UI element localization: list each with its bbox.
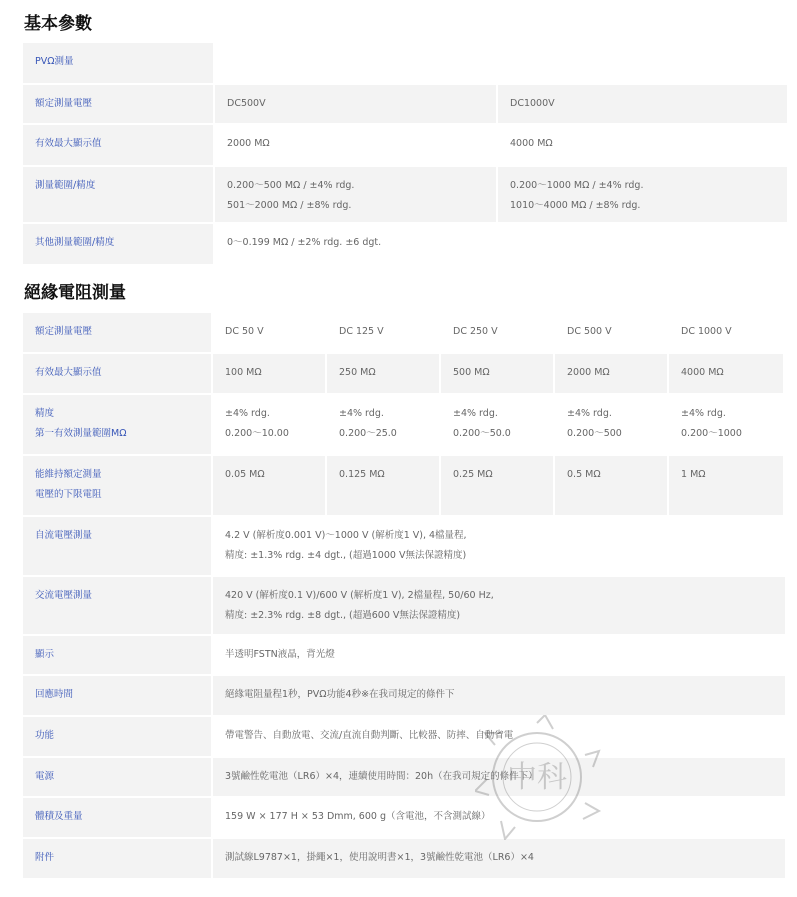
table-cell-text: DC 500 V (567, 326, 612, 337)
row-label (23, 313, 211, 352)
table-cell-text: 2000 MΩ (227, 138, 270, 149)
row-label (23, 43, 213, 83)
table-cell (669, 313, 783, 352)
table-cell (555, 456, 667, 515)
row-label (23, 167, 213, 222)
table-row (23, 224, 789, 264)
watermark-text: 中科 (507, 760, 567, 795)
table-cell (555, 354, 667, 393)
table-cell-text: 絕緣電阻量程1秒，PVΩ功能4秒※在我司規定的條件下 (225, 689, 455, 700)
table-cell-text: 0.200〜1000 (681, 428, 742, 439)
table-cell-text: 0.200〜1000 MΩ / ±4% rdg. (510, 180, 644, 191)
table-cell-text: 500 MΩ (453, 367, 490, 378)
table-cell (215, 43, 787, 83)
table-cell-text: 100 MΩ (225, 367, 262, 378)
row-label (23, 354, 211, 393)
table-cell (215, 224, 787, 264)
table-cell-text: DC500V (227, 98, 266, 109)
row-label-text: 有效最大顯示值 (35, 138, 102, 149)
table-cell (498, 125, 787, 165)
row-label-text: 回應時間 (35, 689, 74, 700)
table-cell (213, 636, 785, 674)
table-cell (498, 167, 787, 222)
table-cell (498, 85, 787, 123)
row-label-text: 功能 (35, 730, 55, 741)
row-label-text: 第一有效測量範圍MΩ (35, 428, 127, 439)
row-label-text: 體積及重量 (35, 811, 83, 822)
table-cell-text: 測試線L9787×1，掛繩×1，使用說明書×1，3號鹼性乾電池（LR6）×4 (225, 852, 534, 863)
row-label (23, 85, 213, 123)
table-row (23, 43, 789, 83)
table-cell-text: DC 50 V (225, 326, 264, 337)
table-cell-text: DC 250 V (453, 326, 498, 337)
table-cell-text: 0.200〜25.0 (339, 428, 397, 439)
table-cell-text: 420 V (解析度0.1 V)/600 V (解析度1 V), 2檔量程, 50/60 Hz, (225, 590, 494, 601)
row-label (23, 717, 211, 756)
table-row (23, 517, 787, 575)
table-cell (213, 395, 325, 454)
row-label-text: 測量範圍/精度 (35, 180, 96, 191)
table-cell (213, 456, 325, 515)
table-cell-text: 精度: ±2.3% rdg. ±8 dgt., (超過600 V無法保證精度) (225, 610, 461, 621)
table-cell (213, 839, 785, 878)
table-cell-text: 0.25 MΩ (453, 469, 493, 480)
table-cell (327, 354, 439, 393)
table-cell-text: ±4% rdg. (225, 408, 270, 419)
row-label (23, 517, 211, 575)
table-cell-text: ±4% rdg. (339, 408, 384, 419)
row-label-text: 電壓的下限電阻 (35, 489, 102, 500)
row-label-text: 顯示 (35, 649, 55, 660)
table-cell-text: 0.200〜50.0 (453, 428, 511, 439)
table-row (23, 798, 787, 837)
table-cell (215, 85, 496, 123)
row-label-text: 能維持額定測量 (35, 469, 102, 480)
table-cell-text: 0.05 MΩ (225, 469, 265, 480)
row-label-text: 額定測量電壓 (35, 98, 93, 109)
table-cell-text: 0.200〜500 (567, 428, 622, 439)
table-cell-text: 半透明FSTN液晶，背光燈 (225, 649, 335, 660)
row-label-text: PVΩ測量 (35, 56, 74, 67)
table-cell (213, 676, 785, 715)
table-cell-text: ±4% rdg. (567, 408, 612, 419)
row-label (23, 676, 211, 715)
section-title-basic-params: 基本參數 (24, 14, 92, 34)
table-cell-text: 501〜2000 MΩ / ±8% rdg. (227, 200, 352, 211)
table-cell-text: 0.200〜10.00 (225, 428, 289, 439)
table-row (23, 577, 787, 634)
table-cell (213, 313, 325, 352)
row-label (23, 798, 211, 837)
table-cell (213, 577, 785, 634)
row-label (23, 636, 211, 674)
table-cell-text: 4000 MΩ (681, 367, 724, 378)
row-label (23, 758, 211, 796)
table-row (23, 636, 787, 674)
table-cell (669, 456, 783, 515)
table-cell (555, 313, 667, 352)
row-label-text: 自流電壓測量 (35, 530, 93, 541)
row-label (23, 577, 211, 634)
row-label (23, 395, 211, 454)
table-cell (327, 456, 439, 515)
table-cell-text: 3號鹼性乾電池（LR6）×4，連續使用時間：20h（在我司規定的條件下） (225, 771, 538, 782)
table-cell (213, 517, 785, 575)
table-row (23, 354, 785, 393)
table-cell-text: 4000 MΩ (510, 138, 553, 149)
table-cell (441, 395, 553, 454)
row-label-text: 交流電壓測量 (35, 590, 93, 601)
table-cell-text: DC 125 V (339, 326, 384, 337)
row-label-text: 有效最大顯示值 (35, 367, 102, 378)
table-cell-text: 帶電警告、自動放電、交流/直流自動判斷、比較器、防摔、自動省電 (225, 730, 514, 741)
table-cell (213, 354, 325, 393)
table-cell (441, 313, 553, 352)
table-row (23, 839, 787, 878)
table-cell-text: 0〜0.199 MΩ / ±2% rdg. ±6 dgt. (227, 237, 382, 248)
table-cell-text: 0.5 MΩ (567, 469, 601, 480)
table-cell (215, 167, 496, 222)
table-row (23, 717, 787, 756)
row-label (23, 456, 211, 515)
row-label-text: 精度 (35, 408, 55, 419)
table-cell (669, 354, 783, 393)
table-row (23, 167, 789, 222)
watermark-gear-logo (475, 715, 610, 840)
table-cell (555, 395, 667, 454)
table-cell (669, 395, 783, 454)
table-row (23, 676, 787, 715)
table-cell-text: DC 1000 V (681, 326, 732, 337)
row-label (23, 839, 211, 878)
table-cell-text: ±4% rdg. (681, 408, 726, 419)
table-cell-text: 1 MΩ (681, 469, 706, 480)
table-cell (327, 313, 439, 352)
table-cell-text: DC1000V (510, 98, 555, 109)
table-row (23, 456, 785, 515)
table-cell-text: 250 MΩ (339, 367, 376, 378)
table-cell-text: 159 W × 177 H × 53 Dmm, 600 g（含電池，不含測試線） (225, 811, 491, 822)
table-row (23, 758, 787, 796)
table-cell-text: 2000 MΩ (567, 367, 610, 378)
row-label (23, 125, 213, 165)
table-cell-text: 1010〜4000 MΩ / ±8% rdg. (510, 200, 641, 211)
section-title-insulation: 絕緣電阻測量 (24, 283, 126, 303)
table-row (23, 313, 785, 352)
table-cell-text: 0.200〜500 MΩ / ±4% rdg. (227, 180, 355, 191)
table-row (23, 395, 785, 454)
table-cell (327, 395, 439, 454)
row-label-text: 額定測量電壓 (35, 326, 93, 337)
row-label-text: 附件 (35, 852, 55, 863)
row-label (23, 224, 213, 264)
table-row (23, 85, 789, 123)
table-row (23, 125, 789, 165)
table-cell (215, 125, 496, 165)
table-cell (441, 354, 553, 393)
table-cell (441, 456, 553, 515)
row-label-text: 其他測量範圍/精度 (35, 237, 115, 248)
table-cell-text: ±4% rdg. (453, 408, 498, 419)
table-cell-text: 0.125 MΩ (339, 469, 385, 480)
table-cell-text: 精度: ±1.3% rdg. ±4 dgt., (超過1000 V無法保證精度) (225, 550, 467, 561)
table-cell-text: 4.2 V (解析度0.001 V)〜1000 V (解析度1 V), 4檔量程, (225, 530, 467, 541)
row-label-text: 電源 (35, 771, 55, 782)
